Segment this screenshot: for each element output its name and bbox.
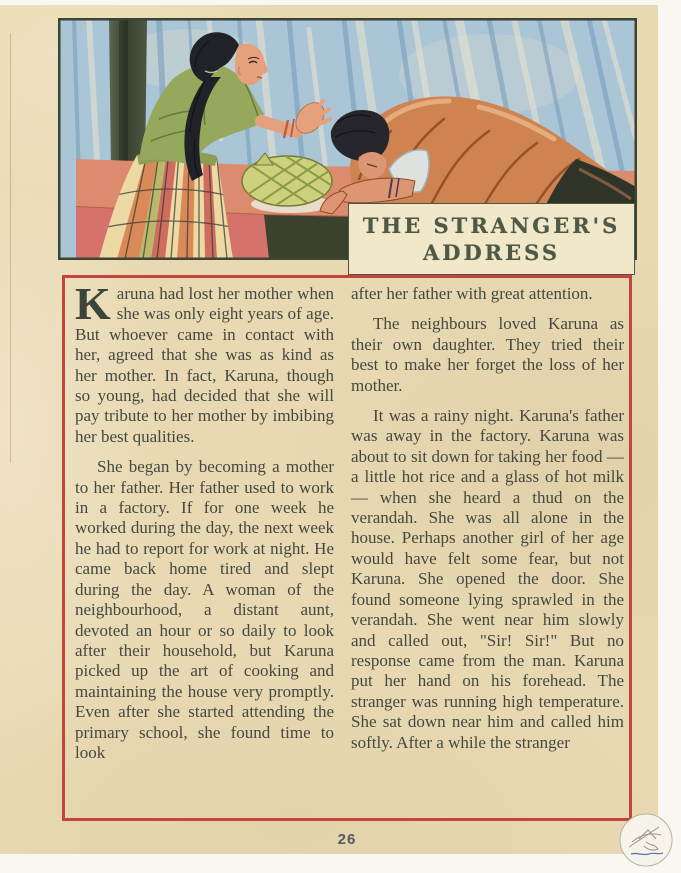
paragraph: The neighbours loved Karuna as their own daughter. They tried their best to make her forget the loss of her mother.	[351, 314, 624, 395]
paragraph: She began by becoming a mother to her father. Her father used to work in a factory. If for one week he worked during the day, the next week he had to report for work at night. He came back home tired and slept during the day. A woman of the neighbourhood, a distant aunt, devoted an hour or so daily to look after their household, but Karuna picked up the art of cooking and maintaining the house very promptly. Even after she started attending the primary school, she found time to look	[75, 457, 334, 762]
page-number: 26	[337, 831, 357, 848]
story-title-box	[348, 203, 635, 275]
right-column	[351, 284, 624, 814]
left-column	[75, 284, 334, 814]
story-text-frame	[62, 275, 632, 821]
paragraph: after her father with great attention.	[351, 284, 593, 303]
drop-cap: K	[75, 284, 111, 329]
book-page	[0, 5, 658, 854]
story-title-line1: THE STRANGER'S	[362, 212, 621, 238]
page-crease	[10, 33, 11, 463]
paragraph-text: aruna had lost her mother when she was only eight years of age. But whoever came in contact with her, agreed that she was as kind as her mother. In fact, Karuna, though so young, had decided that she will pay tribute to her mother by imbibing her best qualities.	[75, 284, 334, 446]
story-title-line2: ADDRESS	[422, 240, 561, 265]
paragraph: It was a rainy night. Karuna's father was away in the factory. Karuna was about to sit down for taking her food — a little hot rice and a glass of hot milk — when she heard a thud on the verandah. She was all alone in the house. Perhaps another girl of her age would have felt some fear, but not Karuna. She opened the door. She found someone lying sprawled in the verandah. She went near him slowly and called out, "Sir! Sir!" But no response came from the man. Karuna put her hand on his forehead. The stranger was running high temperature. She sat down near him and called him softly. After a while the stranger	[351, 406, 624, 752]
paragraph	[75, 284, 334, 447]
publisher-stamp	[618, 812, 674, 868]
